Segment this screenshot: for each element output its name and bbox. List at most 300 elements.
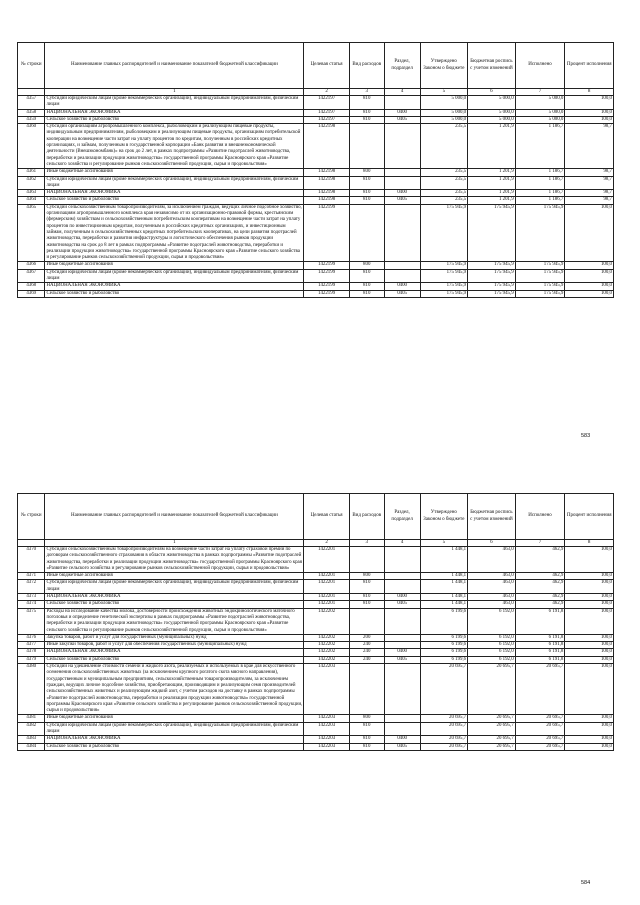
executed-amount-cell: 20 695,7: [515, 664, 565, 715]
executed-amount-cell: 462,9: [515, 573, 565, 580]
target-article-cell: 1422197: [304, 109, 349, 116]
table-row: [18, 649, 614, 656]
executed-amount-cell: 175 945,9: [515, 262, 565, 269]
table-row: [18, 664, 614, 715]
execution-percent-cell: 100,0: [565, 262, 614, 269]
column-number: 2: [304, 89, 349, 96]
section-cell: 0400: [384, 283, 420, 290]
budget-table-page-1: [17, 42, 614, 298]
col-header-expense-type: Вид расходов: [349, 43, 384, 89]
expense-type-cell: [349, 547, 384, 573]
section-cell: 0405: [384, 743, 420, 750]
execution-percent-cell: 100,0: [565, 580, 614, 594]
execution-percent-cell: 100,0: [565, 109, 614, 116]
expense-type-cell: 810: [349, 190, 384, 197]
executed-amount-cell: 6 191,8: [515, 649, 565, 656]
target-article-cell: 1422198: [304, 197, 349, 204]
approved-amount-cell: 20 695,7: [420, 722, 468, 736]
table-row: [18, 580, 614, 594]
schedule-amount-cell: 175 945,9: [468, 204, 516, 262]
executed-amount-cell: 6 191,8: [515, 656, 565, 663]
expense-type-cell: 240: [349, 642, 384, 649]
executed-amount-cell: 6 191,8: [515, 642, 565, 649]
target-article-cell: 1422198: [304, 190, 349, 197]
col-header-row-number: № строки: [18, 494, 45, 540]
expense-type-cell: 800: [349, 262, 384, 269]
expense-type-cell: 810: [349, 594, 384, 601]
executed-amount-cell: 175 945,9: [515, 269, 565, 283]
indicator-name-cell: Субсидии юридическим лицам (кроме некоммерческих организаций), индивидуальным предпринимателям, физическим лицам: [45, 96, 304, 110]
executed-amount-cell: 462,9: [515, 580, 565, 594]
target-article-cell: 1422197: [304, 96, 349, 110]
target-article-cell: 1422199: [304, 262, 349, 269]
row-number-cell: 4362: [18, 176, 45, 190]
table-row: [18, 290, 614, 297]
approved-amount-cell: 235,5: [420, 124, 468, 169]
schedule-amount-cell: 20 695,7: [468, 664, 516, 715]
expense-type-cell: 800: [349, 715, 384, 722]
indicator-name-cell: Сельское хозяйство и рыболовство: [45, 743, 304, 750]
expense-type-cell: 200: [349, 634, 384, 641]
approved-amount-cell: 175 945,9: [420, 269, 468, 283]
section-cell: [384, 176, 420, 190]
expense-type-cell: 810: [349, 176, 384, 190]
row-number-cell: 4380: [18, 664, 45, 715]
executed-amount-cell: 20 695,7: [515, 743, 565, 750]
table-row: [18, 262, 614, 269]
indicator-name-cell: Субсидии юридическим лицам (кроме некоммерческих организаций), индивидуальным предпринимателям, физическим лицам: [45, 176, 304, 190]
table-row: [18, 190, 614, 197]
approved-amount-cell: 6 199,6: [420, 649, 468, 656]
table-row: [18, 736, 614, 743]
row-number-cell: 4368: [18, 283, 45, 290]
approved-amount-cell: 235,5: [420, 190, 468, 197]
schedule-amount-cell: 5 000,0: [468, 96, 516, 110]
approved-amount-cell: 5 000,0: [420, 96, 468, 110]
section-cell: 0400: [384, 109, 420, 116]
executed-amount-cell: 20 695,7: [515, 736, 565, 743]
schedule-amount-cell: 1 201,9: [468, 169, 516, 176]
col-header-section: Раздел, подраздел: [384, 43, 420, 89]
schedule-amount-cell: 6 192,0: [468, 656, 516, 663]
execution-percent-cell: 98,7: [565, 197, 614, 204]
section-cell: 0405: [384, 197, 420, 204]
expense-type-cell: [349, 204, 384, 262]
column-number-row: [18, 540, 614, 547]
section-cell: [384, 169, 420, 176]
row-number-cell: 4364: [18, 197, 45, 204]
executed-amount-cell: 6 191,8: [515, 634, 565, 641]
target-article-cell: 1422198: [304, 169, 349, 176]
col-header-expense-type: Вид расходов: [349, 494, 384, 540]
table-row: [18, 124, 614, 169]
row-number-cell: 4366: [18, 262, 45, 269]
indicator-name-cell: Субсидии сельскохозяйственным товаропроизводителям, за исключением граждан, ведущих личное подсобное хозяйство, организациям агропромышленного комплекса края независимо от их организационно-правовой формы, крестьянским (фермерским) хозяйствам и сельскохозяйственным потребительским кооперативам на возмещение части затрат на уплату процентов по инвестиционным кредитам, полученным в российских кредитных организациях, и инвестиционным займам, полученным в сельскохозяйственных кредитных потребительских кооперативах, на цели развития подотраслей животноводства, переработки и развития инфраструктуры и логистического обеспечения рынков продукции животноводства на срок до 8 лет в рамках подпрограммы «Развитие подотраслей животноводства, переработки и реализации продукции животноводства» государственной программы Красноярского края «Развитие сельского хозяйства и регулирование рынков сельскохозяйственной продукции, сырья и продовольствия»: [45, 204, 304, 262]
col-header-schedule: Бюджетная роспись с учетом изменений: [468, 43, 516, 89]
approved-amount-cell: 5 000,0: [420, 116, 468, 123]
table-row: [18, 601, 614, 608]
approved-amount-cell: 235,5: [420, 197, 468, 204]
executed-amount-cell: 5 000,0: [515, 116, 565, 123]
executed-amount-cell: 5 000,0: [515, 96, 565, 110]
column-number: 6: [468, 89, 516, 96]
column-number: [18, 540, 45, 547]
executed-amount-cell: 20 695,7: [515, 715, 565, 722]
table-row: [18, 169, 614, 176]
execution-percent-cell: 100,0: [565, 573, 614, 580]
column-number: 7: [515, 540, 565, 547]
row-number-cell: 4367: [18, 269, 45, 283]
execution-percent-cell: 100,0: [565, 634, 614, 641]
section-cell: [384, 608, 420, 634]
execution-percent-cell: 100,0: [565, 722, 614, 736]
expense-type-cell: 240: [349, 656, 384, 663]
column-number: 8: [565, 540, 614, 547]
executed-amount-cell: 20 695,7: [515, 722, 565, 736]
indicator-name-cell: Субсидии сельскохозяйственным товаропроизводителям на возмещение части затрат на уплату страховой премии по договорам сельскохозяйственного страхования в области животноводства в рамках подпрограммы «Развитие подотраслей животноводства, переработки и реализации продукции животноводства» государственной программы Красноярского края «Развитие сельского хозяйства и регулирование рынков сельскохозяйственной продукции, сырья и продовольствия»: [46, 547, 302, 571]
column-number: 2: [304, 540, 349, 547]
expense-type-cell: 810: [349, 743, 384, 750]
schedule-amount-cell: 1 201,9: [468, 176, 516, 190]
row-number-cell: 4375: [18, 608, 45, 634]
expense-type-cell: 810: [349, 109, 384, 116]
approved-amount-cell: 235,5: [420, 176, 468, 190]
approved-amount-cell: 6 199,6: [420, 634, 468, 641]
section-cell: 0400: [384, 736, 420, 743]
row-number-cell: 4363: [18, 190, 45, 197]
section-cell: [384, 124, 420, 169]
schedule-amount-cell: 463,0: [468, 580, 516, 594]
approved-amount-cell: 6 199,6: [420, 608, 468, 634]
executed-amount-cell: 1 186,7: [515, 176, 565, 190]
table-row: [18, 715, 614, 722]
col-header-name: Наименование главных распорядителей и наименование показателей бюджетной классификации: [45, 43, 304, 89]
indicator-name-cell: Субсидии организациям агропромышленного комплекса, рыболовецким и реализующим пищевые продукты, индивидуальным предпринимателям, рыболовецким и реализующим пищевые продукты, организациям потребительской кооперации на возмещение части затрат на уплату процентов по кредитам, полученным в российских кредитных организациях, и займам, полученным в государственной корпорации «Банк развития и внешнеэкономической деятельности (Внешэкономбанк)» на срок до 2 лет, в рамках подпрограммы «Развитие подотраслей животноводства, переработки и реализации продукции животноводства» государственной программы Красноярского края «Развитие сельского хозяйства и регулирование рынков сельскохозяйственной продукции, сырья и продовольствия»: [45, 124, 304, 169]
target-article-cell: 1422199: [304, 290, 349, 297]
target-article-cell: 1422202: [304, 649, 349, 656]
row-number-cell: 4360: [18, 124, 45, 169]
execution-percent-cell: 100,0: [565, 594, 614, 601]
table-row: [18, 109, 614, 116]
section-cell: 0405: [384, 601, 420, 608]
schedule-amount-cell: 463,0: [468, 573, 516, 580]
expense-type-cell: 810: [349, 283, 384, 290]
col-header-target-article: Целевая статья: [304, 494, 349, 540]
indicator-name-cell: Сельское хозяйство и рыболовство: [45, 197, 304, 204]
table-row: [18, 642, 614, 649]
row-number-cell: 4377: [18, 642, 45, 649]
indicator-name-cell: Сельское хозяйство и рыболовство: [45, 290, 304, 297]
executed-amount-cell: 1 186,7: [515, 190, 565, 197]
execution-percent-cell: 100,0: [565, 649, 614, 656]
expense-type-cell: [349, 608, 384, 634]
target-article-cell: 1422201: [304, 547, 349, 573]
target-article-cell: 1422199: [304, 283, 349, 290]
table-row: [18, 204, 614, 262]
table-row: [18, 594, 614, 601]
table-row: [18, 96, 614, 110]
expense-type-cell: [349, 124, 384, 169]
target-article-cell: 1422202: [304, 656, 349, 663]
indicator-name-cell: Субсидии юридическим лицам (кроме некоммерческих организаций), индивидуальным предпринимателям, физическим лицам: [45, 722, 304, 736]
target-article-cell: 1422201: [304, 601, 349, 608]
column-number: 3: [349, 89, 384, 96]
row-number-cell: 4376: [18, 634, 45, 641]
schedule-amount-cell: 1 201,9: [468, 124, 516, 169]
table-row: [18, 116, 614, 123]
execution-percent-cell: 100,0: [565, 664, 614, 715]
target-article-cell: 1422202: [304, 642, 349, 649]
section-cell: 0405: [384, 656, 420, 663]
column-number: [18, 89, 45, 96]
approved-amount-cell: 1 448,1: [420, 547, 468, 573]
section-cell: [384, 580, 420, 594]
column-number: 6: [468, 540, 516, 547]
table-row: [18, 573, 614, 580]
target-article-cell: 1422198: [304, 124, 349, 169]
row-number-cell: 4370: [18, 547, 45, 573]
target-article-cell: 1422201: [304, 580, 349, 594]
indicator-name-cell: Субсидии юридическим лицам (кроме некоммерческих организаций), индивидуальным предпринимателям, физическим лицам: [45, 269, 304, 283]
execution-percent-cell: 100,0: [565, 204, 614, 262]
execution-percent-cell: 100,0: [565, 601, 614, 608]
approved-amount-cell: 20 695,7: [420, 736, 468, 743]
target-article-cell: 1422203: [304, 743, 349, 750]
schedule-amount-cell: 20 695,7: [468, 722, 516, 736]
execution-percent-cell: 100,0: [565, 608, 614, 634]
execution-percent-cell: 100,0: [565, 116, 614, 123]
table-row: [18, 634, 614, 641]
col-header-approved: Утверждено Законом о бюджете: [420, 43, 468, 89]
executed-amount-cell: 1 186,7: [515, 197, 565, 204]
col-header-schedule: Бюджетная роспись с учетом изменений: [468, 494, 516, 540]
column-number: 4: [384, 540, 420, 547]
col-header-row-number: № строки: [18, 43, 45, 89]
executed-amount-cell: 5 000,0: [515, 109, 565, 116]
execution-percent-cell: 100,0: [565, 547, 614, 573]
expense-type-cell: 240: [349, 649, 384, 656]
execution-percent-cell: 100,0: [565, 283, 614, 290]
schedule-amount-cell: 5 000,0: [468, 109, 516, 116]
expense-type-cell: 810: [349, 116, 384, 123]
indicator-name-cell: Сельское хозяйство и рыболовство: [45, 601, 304, 608]
section-cell: 0405: [384, 290, 420, 297]
indicator-name-cell: НАЦИОНАЛЬНАЯ ЭКОНОМИКА: [45, 190, 304, 197]
indicator-name-cell: Закупка товаров, работ и услуг для государственных (муниципальных) нужд: [45, 634, 304, 641]
row-number-cell: 4373: [18, 594, 45, 601]
column-number-row: [18, 89, 614, 96]
expense-type-cell: 810: [349, 197, 384, 204]
approved-amount-cell: 1 448,1: [420, 594, 468, 601]
schedule-amount-cell: 5 000,0: [468, 116, 516, 123]
execution-percent-cell: 98,7: [565, 176, 614, 190]
indicator-name-cell: НАЦИОНАЛЬНАЯ ЭКОНОМИКА: [45, 649, 304, 656]
indicator-name-cell: Сельское хозяйство и рыболовство: [45, 656, 304, 663]
indicator-name-cell: НАЦИОНАЛЬНАЯ ЭКОНОМИКА: [45, 736, 304, 743]
schedule-amount-cell: 463,0: [468, 547, 516, 573]
section-cell: [384, 715, 420, 722]
row-number-cell: 4369: [18, 290, 45, 297]
execution-percent-cell: 100,0: [565, 290, 614, 297]
budget-table-page-2: [17, 493, 614, 751]
expense-type-cell: 800: [349, 573, 384, 580]
section-cell: [384, 722, 420, 736]
schedule-amount-cell: 6 192,0: [468, 649, 516, 656]
table-row: [18, 283, 614, 290]
row-number-cell: 4371: [18, 573, 45, 580]
indicator-name-cell: Иные бюджетные ассигнования: [45, 169, 304, 176]
row-number-cell: 4359: [18, 116, 45, 123]
approved-amount-cell: 175 945,9: [420, 204, 468, 262]
target-article-cell: 1422197: [304, 116, 349, 123]
schedule-amount-cell: 175 945,9: [468, 283, 516, 290]
executed-amount-cell: 175 945,9: [515, 283, 565, 290]
section-cell: 0405: [384, 116, 420, 123]
approved-amount-cell: 1 448,1: [420, 580, 468, 594]
schedule-amount-cell: 6 192,0: [468, 642, 516, 649]
row-number-cell: 4378: [18, 649, 45, 656]
approved-amount-cell: 235,5: [420, 169, 468, 176]
column-number: 5: [420, 540, 468, 547]
executed-amount-cell: 6 191,8: [515, 608, 565, 634]
schedule-amount-cell: 20 695,7: [468, 715, 516, 722]
approved-amount-cell: 175 945,9: [420, 262, 468, 269]
executed-amount-cell: 1 186,7: [515, 169, 565, 176]
target-article-cell: 1422201: [304, 573, 349, 580]
target-article-cell: 1422202: [304, 608, 349, 634]
row-number-cell: 4381: [18, 715, 45, 722]
table-row: [18, 656, 614, 663]
table-row: [18, 197, 614, 204]
schedule-amount-cell: 1 201,9: [468, 197, 516, 204]
execution-percent-cell: 100,0: [565, 96, 614, 110]
section-cell: [384, 269, 420, 283]
schedule-amount-cell: 6 192,0: [468, 634, 516, 641]
indicator-name-cell: Иные закупки товаров, работ и услуг для обеспечения государственных (муниципальных) нужд: [45, 642, 304, 649]
approved-amount-cell: 5 000,0: [420, 109, 468, 116]
executed-amount-cell: 462,9: [515, 594, 565, 601]
row-number-cell: 4365: [18, 204, 45, 262]
indicator-name-cell: НАЦИОНАЛЬНАЯ ЭКОНОМИКА: [45, 594, 304, 601]
expense-type-cell: 810: [349, 269, 384, 283]
schedule-amount-cell: 20 695,7: [468, 736, 516, 743]
section-cell: 0400: [384, 190, 420, 197]
indicator-name-cell: НАЦИОНАЛЬНАЯ ЭКОНОМИКА: [45, 109, 304, 116]
target-article-cell: 1422201: [304, 594, 349, 601]
table-row: [18, 743, 614, 750]
execution-percent-cell: 100,0: [565, 736, 614, 743]
execution-percent-cell: 100,0: [565, 743, 614, 750]
row-number-cell: 4379: [18, 656, 45, 663]
executed-amount-cell: 175 945,9: [515, 204, 565, 262]
executed-amount-cell: 175 945,9: [515, 290, 565, 297]
column-number: 4: [384, 89, 420, 96]
execution-percent-cell: 98,7: [565, 169, 614, 176]
indicator-name-cell: Иные бюджетные ассигнования: [45, 262, 304, 269]
column-number: 1: [45, 540, 304, 547]
col-header-approved: Утверждено Законом о бюджете: [420, 494, 468, 540]
expense-type-cell: 810: [349, 580, 384, 594]
target-article-cell: 1422199: [304, 269, 349, 283]
expense-type-cell: 800: [349, 169, 384, 176]
approved-amount-cell: 1 448,1: [420, 601, 468, 608]
schedule-amount-cell: 1 201,9: [468, 190, 516, 197]
approved-amount-cell: 175 945,9: [420, 283, 468, 290]
section-cell: 0400: [384, 649, 420, 656]
col-header-percent: Процент исполнения: [565, 43, 614, 89]
executed-amount-cell: 1 186,7: [515, 124, 565, 169]
section-cell: [384, 204, 420, 262]
target-article-cell: 1422203: [304, 664, 349, 715]
column-number: 7: [515, 89, 565, 96]
row-number-cell: 4374: [18, 601, 45, 608]
execution-percent-cell: 100,0: [565, 715, 614, 722]
indicator-name-cell: Субсидии юридическим лицам (кроме некоммерческих организаций), индивидуальным предпринимателям, физическим лицам: [45, 580, 304, 594]
section-cell: [384, 262, 420, 269]
target-article-cell: 1422203: [304, 715, 349, 722]
row-number-cell: 4384: [18, 743, 45, 750]
approved-amount-cell: 20 695,7: [420, 664, 468, 715]
execution-percent-cell: 98,7: [565, 190, 614, 197]
indicator-name-cell: НАЦИОНАЛЬНАЯ ЭКОНОМИКА: [45, 283, 304, 290]
indicator-name-cell: Иные бюджетные ассигнования: [45, 573, 304, 580]
approved-amount-cell: 6 199,6: [420, 656, 468, 663]
row-number-cell: 4361: [18, 169, 45, 176]
page-number: 584: [581, 880, 591, 886]
schedule-amount-cell: 20 695,7: [468, 743, 516, 750]
col-header-executed: Исполнено: [515, 494, 565, 540]
row-number-cell: 4372: [18, 580, 45, 594]
schedule-amount-cell: 6 192,0: [468, 608, 516, 634]
indicator-name-cell: Субсидии на удешевление стоимости семени и жидкого азота, реализуемых и используемых в крае для искусственного осеменения сельскохозяйственных животных (за исключением крупного рогатого скота мясного направления), государственным и муниципальным предприятиям, сельскохозяйственным товаропроизводителям, за исключением граждан, ведущих личное подсобное хозяйство, приобретающим, производящим и реализующим семя производителей сельскохозяйственных животных и реализующим жидкий азот, с учетом расходов на доставку в рамках подпрограммы «Развитие подотраслей животноводства, переработки и реализации продукции животноводства» государственной программы Красноярского края «Развитие сельского хозяйства и регулирование рынков сельскохозяйственной продукции, сырья и продовольствия»: [46, 664, 303, 714]
section-cell: [384, 664, 420, 715]
column-number: 5: [420, 89, 468, 96]
expense-type-cell: 810: [349, 736, 384, 743]
section-cell: [384, 96, 420, 110]
expense-type-cell: 810: [349, 601, 384, 608]
row-number-cell: 4357: [18, 96, 45, 110]
column-number: 8: [565, 89, 614, 96]
target-article-cell: 1422199: [304, 204, 349, 262]
section-cell: 0400: [384, 594, 420, 601]
approved-amount-cell: 175 945,9: [420, 290, 468, 297]
approved-amount-cell: 20 695,7: [420, 743, 468, 750]
table-row: [18, 722, 614, 736]
table-row: [18, 547, 614, 573]
table-row: [18, 608, 614, 634]
target-article-cell: 1422203: [304, 722, 349, 736]
indicator-name-cell: Расходы на исследование качества молока, достоверности происхождения животных эндокринологического маточного поголовья и определение генетической экспертизы в рамках подпрограммы «Развитие подотраслей животноводства, переработки и реализации продукции животноводства» государственной программы Красноярского края «Развитие сельского хозяйства и регулирование рынков сельскохозяйственной продукции, сырья и продовольствия»: [45, 608, 304, 634]
expense-type-cell: 810: [349, 722, 384, 736]
expense-type-cell: 810: [349, 290, 384, 297]
table-row: [18, 176, 614, 190]
section-cell: [384, 547, 420, 573]
section-cell: [384, 634, 420, 641]
col-header-section: Раздел, подраздел: [384, 494, 420, 540]
section-cell: [384, 573, 420, 580]
schedule-amount-cell: 175 945,9: [468, 262, 516, 269]
schedule-amount-cell: 463,0: [468, 601, 516, 608]
approved-amount-cell: 20 695,7: [420, 715, 468, 722]
col-header-name: Наименование главных распорядителей и наименование показателей бюджетной классификации: [45, 494, 304, 540]
column-number: 3: [349, 540, 384, 547]
col-header-target-article: Целевая статья: [304, 43, 349, 89]
schedule-amount-cell: 175 945,9: [468, 269, 516, 283]
table-header-row: [18, 43, 614, 89]
executed-amount-cell: 462,9: [515, 601, 565, 608]
table-row: [18, 269, 614, 283]
table-header-row: [18, 494, 614, 540]
